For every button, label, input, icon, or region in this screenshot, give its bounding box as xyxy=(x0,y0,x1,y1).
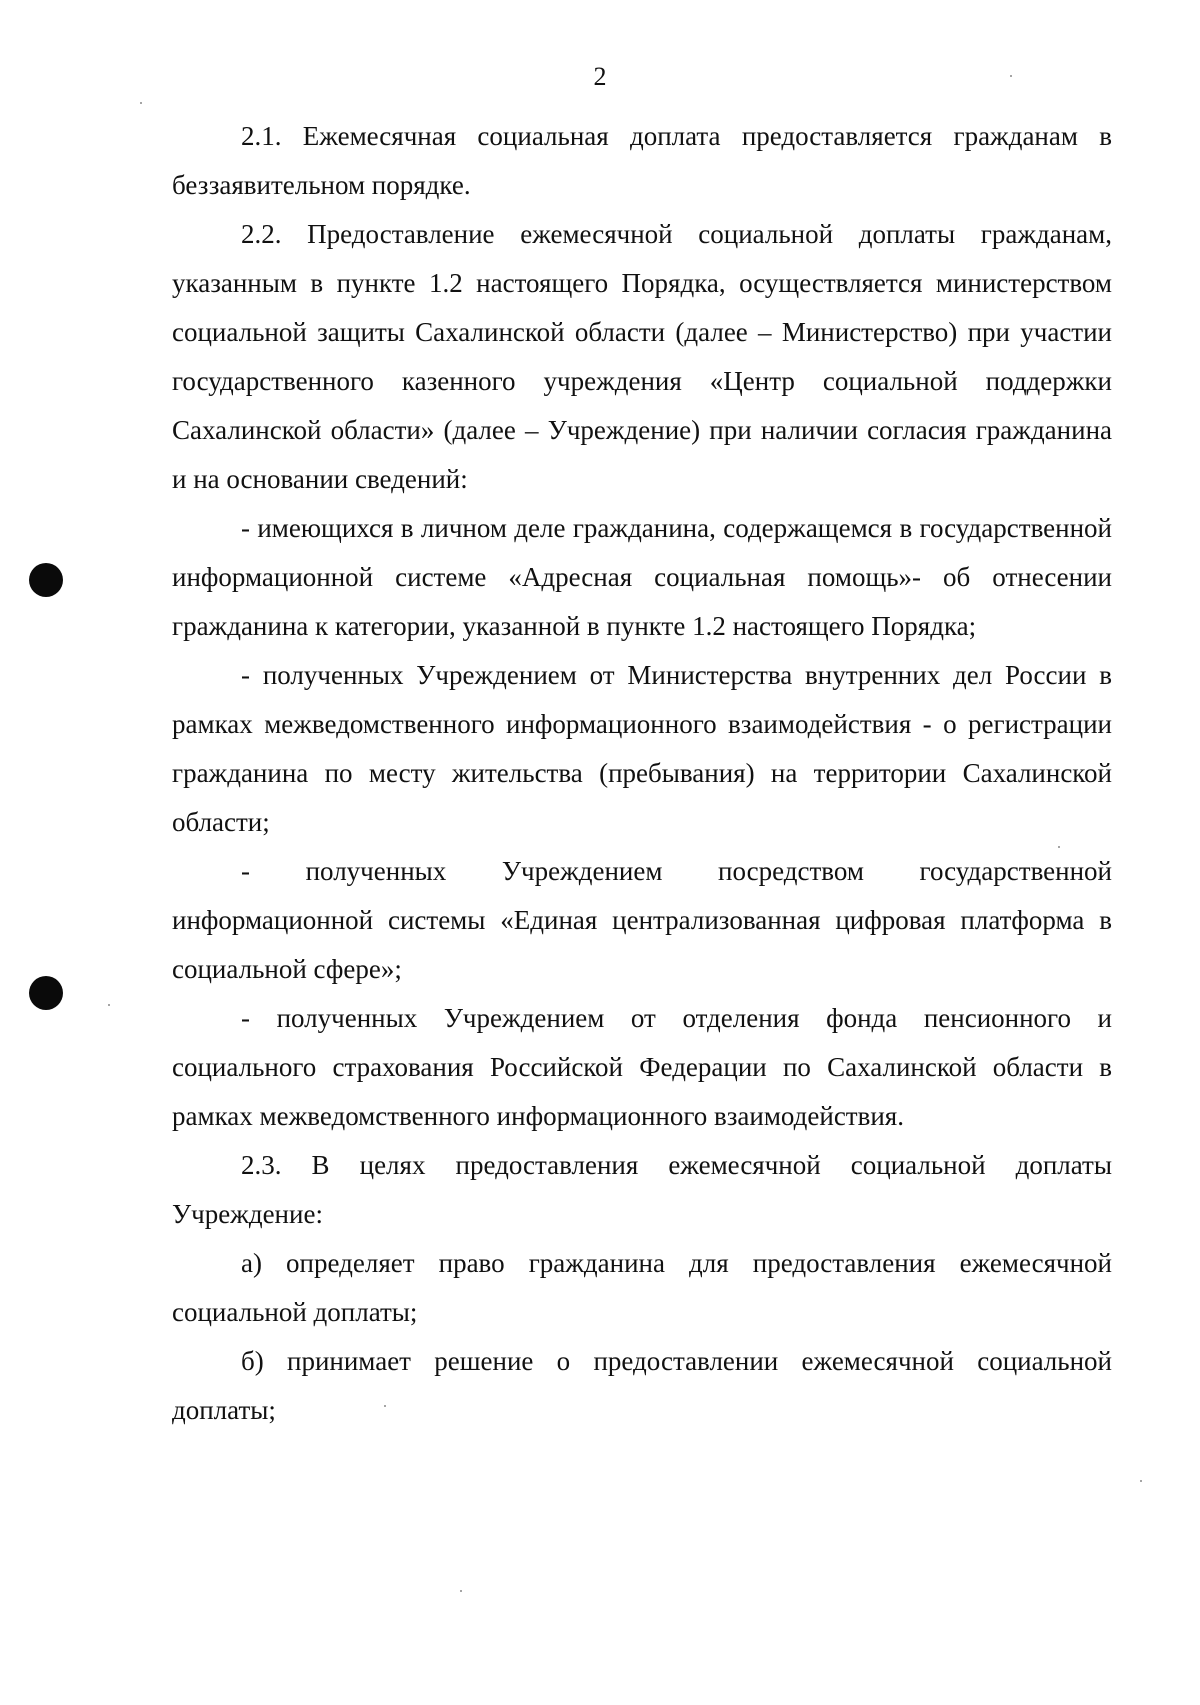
page-number: 2 xyxy=(593,62,607,91)
list-item-egisso-platform: - полученных Учреждением посредством государственной информационной системы «Единая централизованная цифровая платформа в социальной сфере»; xyxy=(172,856,1112,984)
paragraph-2-2: 2.2. Предоставление ежемесячной социальной доплаты гражданам, указанным в пункте 1.2 настоящего Порядка, осуществляется министерством социальной защиты Сахалинской области (далее – Министерство) при участии государственного казенного учреждения «Центр социальной поддержки Сахалинской области» (далее – Учреждение) при наличии согласия гражданина и на основании сведений: xyxy=(172,219,1112,494)
scan-speck xyxy=(1140,1480,1142,1482)
scan-speck xyxy=(108,1004,110,1006)
scan-speck xyxy=(140,102,142,104)
list-item-personal-file: - имеющихся в личном деле гражданина, содержащемся в государственной информационной системе «Адресная социальная помощь»- об отнесении гражданина к категории, указанной в пункте 1.2 настоящего Порядка; xyxy=(172,513,1112,641)
paragraph-2-3: 2.3. В целях предоставления ежемесячной социальной доплаты Учреждение: xyxy=(172,1150,1112,1229)
paragraph-2-1: 2.1. Ежемесячная социальная доплата предоставляется гражданам в беззаявительном порядке. xyxy=(172,121,1112,200)
document-body xyxy=(172,112,1112,1435)
list-item-b: б) принимает решение о предоставлении ежемесячной социальной доплаты; xyxy=(172,1346,1112,1425)
punch-hole-mark xyxy=(29,563,63,597)
list-item-pension-fund: - полученных Учреждением от отделения фонда пенсионного и социального страхования Российской Федерации по Сахалинской области в рамках межведомственного информационного взаимодействия. xyxy=(172,1003,1112,1131)
list-item-mvd-registration: - полученных Учреждением от Министерства внутренних дел России в рамках межведомственного информационного взаимодействия - о регистрации гражданина по месту жительства (пребывания) на территории Сахалинской области; xyxy=(172,660,1112,837)
punch-hole-mark xyxy=(29,976,63,1010)
scan-speck xyxy=(460,1590,462,1592)
list-item-a: а) определяет право гражданина для предоставления ежемесячной социальной доплаты; xyxy=(172,1248,1112,1327)
